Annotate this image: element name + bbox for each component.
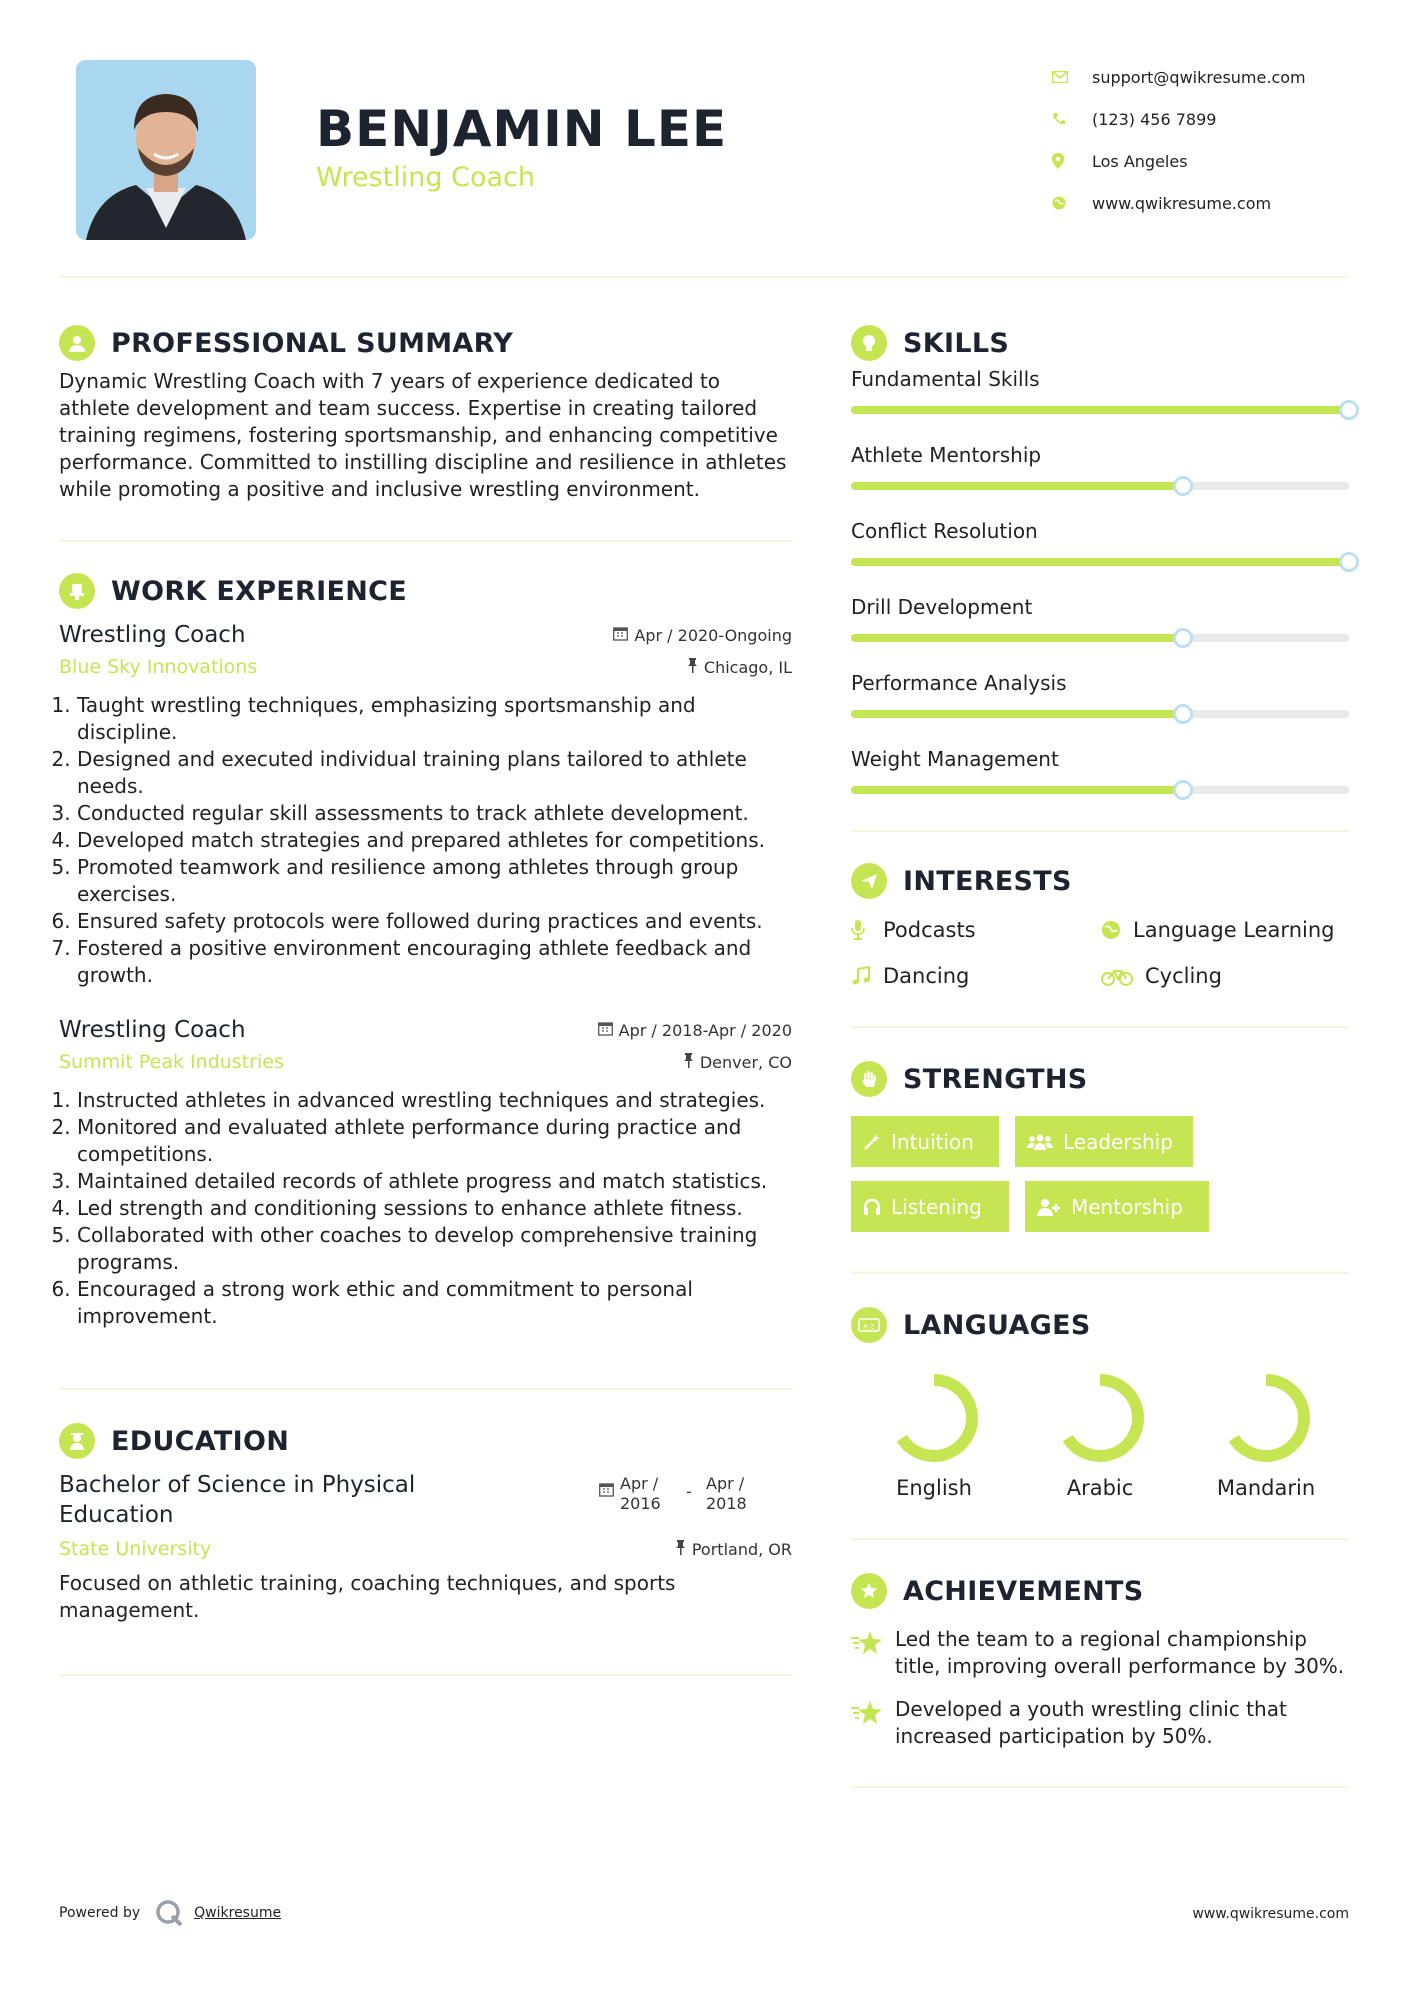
education-section [59, 1420, 792, 1624]
contact-email[interactable] [1052, 56, 1352, 98]
contact-website[interactable] [1052, 182, 1352, 224]
education-location-text: Portland, OR [691, 1539, 792, 1559]
languages-section [851, 1304, 1349, 1500]
interests-list [851, 914, 1349, 992]
skill-name: Athlete Mentorship [851, 443, 1042, 467]
section-divider [59, 1674, 792, 1676]
skill-item [851, 516, 1349, 592]
footer-branding [59, 1898, 281, 1928]
education-header [59, 1470, 792, 1530]
skill-name: Performance Analysis [851, 671, 1067, 695]
list-item: 5. Collaborated with other coaches to develop comprehensive training programs. [77, 1222, 792, 1276]
right-column [851, 322, 1349, 1788]
language-name: Arabic [1066, 1476, 1134, 1500]
skill-bar-fill [851, 482, 1183, 490]
skill-bar-fill [851, 406, 1349, 414]
skill-item [851, 744, 1349, 820]
strength-label: Leadership [1063, 1129, 1173, 1154]
calendar-icon [599, 1482, 614, 1501]
skill-bar-knob [1173, 628, 1193, 648]
section-title: PROFESSIONAL SUMMARY [111, 327, 514, 359]
skill-bar-fill [851, 710, 1183, 718]
strength-tag [1025, 1181, 1209, 1232]
skill-name: Fundamental Skills [851, 367, 1040, 391]
job-dates [613, 626, 792, 645]
job-entry [59, 1017, 792, 1330]
header-divider [59, 276, 1349, 278]
job-dates [598, 1021, 792, 1040]
skill-item [851, 668, 1349, 744]
profile-photo-illustration [76, 60, 256, 240]
map-pin-icon [1052, 153, 1092, 169]
skill-name: Conflict Resolution [851, 519, 1038, 543]
qwikresume-link[interactable]: Qwikresume [194, 1905, 282, 1921]
summary-text: Dynamic Wrestling Coach with 7 years of experience dedicated to athlete development and team success. Expertise in creating tailored training regimens, fostering sportsmanship, and enhancing competitive performance. Committed to instilling discipline and resilience in athletes while promoting a positive and inclusive wrestling environment. [59, 369, 787, 501]
section-title: INTERESTS [903, 865, 1072, 897]
calendar-icon [613, 626, 628, 645]
skill-bar-fill [851, 786, 1183, 794]
job-location [687, 658, 792, 677]
job-dates-text: Apr / 2020-Ongoing [634, 625, 792, 645]
date-separator: - [686, 1482, 692, 1501]
section-divider [851, 830, 1349, 832]
interest-item [1101, 960, 1349, 992]
education-start-date: Apr / 2016 [620, 1474, 661, 1513]
section-header [851, 1058, 1349, 1100]
language-name: English [896, 1476, 972, 1500]
job-title: Wrestling Coach [59, 622, 246, 648]
list-item: 3. Maintained detailed records of athlete progress and match statistics. [77, 1168, 792, 1195]
section-header [851, 322, 1349, 364]
job-location [683, 1053, 792, 1072]
achievement-item [851, 1626, 1349, 1680]
skills-list [851, 364, 1349, 820]
interest-item [851, 914, 1101, 946]
job-header [59, 1017, 792, 1043]
contact-phone-text: (123) 456 7899 [1092, 109, 1217, 129]
list-item: 7. Fostered a positive environment encouraging athlete feedback and growth. [77, 935, 792, 989]
skill-bar [851, 406, 1349, 414]
user-plus-icon [1037, 1198, 1061, 1216]
skill-bar-knob [1173, 704, 1193, 724]
pushpin-icon [675, 1540, 686, 1559]
language-progress-ring [1052, 1370, 1148, 1466]
profile-photo [76, 60, 256, 240]
contact-website-text: www.qwikresume.com [1092, 193, 1272, 213]
strength-label: Listening [891, 1194, 982, 1219]
section-header [851, 1570, 1349, 1612]
skill-bar [851, 482, 1349, 490]
company-name: Blue Sky Innovations [59, 656, 258, 678]
globe-icon [1052, 196, 1092, 210]
list-item: 2. Designed and executed individual training plans tailored to athlete needs. [77, 746, 792, 800]
section-divider [59, 1388, 792, 1390]
section-title: LANGUAGES [903, 1309, 1091, 1341]
strength-tag [851, 1116, 999, 1167]
skill-item [851, 592, 1349, 668]
section-header [59, 322, 792, 364]
section-title: WORK EXPERIENCE [111, 575, 407, 607]
job-subheader [59, 1051, 792, 1073]
strengths-list [851, 1116, 1349, 1232]
skill-bar [851, 558, 1349, 566]
strength-label: Intuition [891, 1129, 974, 1154]
job-dates-text: Apr / 2018-Apr / 2020 [618, 1020, 792, 1040]
skill-bar [851, 786, 1349, 794]
contact-phone[interactable] [1052, 98, 1352, 140]
strengths-section [851, 1058, 1349, 1232]
list-item: 1. Taught wrestling techniques, emphasizing sportsmanship and discipline. [77, 692, 792, 746]
interest-label: Podcasts [883, 918, 976, 942]
list-item: 6. Encouraged a strong work ethic and commitment to personal improvement. [77, 1276, 792, 1330]
section-title: EDUCATION [111, 1425, 290, 1457]
section-divider [59, 540, 792, 542]
magic-wand-icon [863, 1133, 881, 1151]
education-dates [599, 1474, 754, 1514]
list-item: 2. Monitored and evaluated athlete performance during practice and competitions. [77, 1114, 792, 1168]
section-divider [851, 1272, 1349, 1274]
skills-section [851, 322, 1349, 820]
education-location [675, 1540, 792, 1559]
skill-name: Weight Management [851, 747, 1059, 771]
interest-label: Dancing [883, 964, 970, 988]
music-note-icon [851, 966, 883, 986]
skill-bar [851, 710, 1349, 718]
education-end-date: Apr / 2018 [706, 1474, 747, 1513]
footer-url[interactable]: www.qwikresume.com [1192, 1906, 1349, 1922]
achievement-text: Developed a youth wrestling clinic that increased participation by 50%. [895, 1697, 1287, 1748]
section-divider [851, 1786, 1349, 1788]
language-progress-ring [886, 1370, 982, 1466]
skill-bar-knob [1339, 400, 1359, 420]
language-icon [851, 1307, 887, 1343]
degree-title: Bachelor of Science in Physical Education [59, 1472, 416, 1528]
section-divider [851, 1026, 1349, 1028]
achievement-item [851, 1696, 1349, 1750]
language-progress-ring [1218, 1370, 1314, 1466]
lightbulb-icon [851, 325, 887, 361]
skill-name: Drill Development [851, 595, 1033, 619]
contact-location [1052, 140, 1352, 182]
section-header [851, 1304, 1349, 1346]
section-header [59, 570, 792, 612]
job-location-text: Denver, CO [699, 1052, 792, 1072]
interest-item [851, 960, 1101, 992]
list-item: 6. Ensured safety protocols were followed during practices and events. [77, 908, 792, 935]
language-item [1183, 1370, 1349, 1500]
achievements-section [851, 1570, 1349, 1750]
envelope-icon [1052, 71, 1092, 83]
svg-text:A文: A文 [863, 1322, 875, 1331]
star-icon [851, 1626, 895, 1680]
strength-tag [1015, 1116, 1193, 1167]
job-header [59, 622, 792, 648]
microphone-icon [851, 920, 883, 940]
interest-label: Cycling [1145, 964, 1222, 988]
work-experience-section [59, 570, 792, 1330]
qwikresume-logo-icon [154, 1898, 184, 1928]
calendar-icon [598, 1021, 613, 1040]
headphones-icon [863, 1198, 881, 1216]
star-icon [851, 1696, 895, 1750]
list-item: 4. Led strength and conditioning sessions to enhance athlete fitness. [77, 1195, 792, 1222]
list-item: 5. Promoted teamwork and resilience among athletes through group exercises. [77, 854, 792, 908]
skill-bar-fill [851, 634, 1183, 642]
language-item [851, 1370, 1017, 1500]
section-title: SKILLS [903, 327, 1010, 359]
languages-list [851, 1370, 1349, 1500]
pushpin-icon [687, 658, 698, 677]
job-title: Wrestling Coach [59, 1017, 246, 1043]
section-title: ACHIEVEMENTS [903, 1575, 1144, 1607]
language-name: Mandarin [1216, 1476, 1316, 1500]
duties-list [59, 1087, 792, 1330]
list-item: 3. Conducted regular skill assessments to track athlete development. [77, 800, 792, 827]
contact-location-text: Los Angeles [1092, 151, 1188, 171]
skill-bar-fill [851, 558, 1349, 566]
pushpin-icon [683, 1053, 694, 1072]
users-icon [1027, 1133, 1053, 1151]
school-name: State University [59, 1538, 212, 1560]
contact-email-text: support@qwikresume.com [1092, 67, 1306, 87]
duties-list [59, 692, 792, 989]
bicycle-icon [1101, 966, 1145, 986]
section-header [851, 860, 1349, 902]
user-icon [59, 325, 95, 361]
education-description: Focused on athletic training, coaching techniques, and sports management. [59, 1571, 676, 1622]
hand-icon [851, 1061, 887, 1097]
strength-label: Mentorship [1071, 1194, 1183, 1219]
skill-item [851, 364, 1349, 440]
skill-bar [851, 634, 1349, 642]
job-location-text: Chicago, IL [703, 657, 792, 677]
education-subheader [59, 1538, 792, 1560]
left-column [59, 322, 792, 1676]
powered-by-text: Powered by [59, 1905, 141, 1921]
strength-tag [851, 1181, 1009, 1232]
candidate-name: BENJAMIN LEE [316, 100, 728, 158]
skill-bar-knob [1173, 780, 1193, 800]
interest-item [1101, 914, 1349, 946]
trophy-icon [851, 1573, 887, 1609]
professional-summary-section [59, 322, 792, 503]
globe-icon [1101, 920, 1133, 940]
achievement-text: Led the team to a regional championship title, improving overall performance by 30%. [895, 1627, 1345, 1678]
briefcase-icon [59, 573, 95, 609]
phone-icon [1052, 112, 1092, 126]
list-item: 4. Developed match strategies and prepared athletes for competitions. [77, 827, 792, 854]
section-header [59, 1420, 792, 1462]
section-title: STRENGTHS [903, 1063, 1088, 1095]
graduation-icon [59, 1423, 95, 1459]
section-divider [851, 1538, 1349, 1540]
skill-bar-knob [1339, 552, 1359, 572]
skill-item [851, 440, 1349, 516]
list-item: 1. Instructed athletes in advanced wrestling techniques and strategies. [77, 1087, 792, 1114]
company-name: Summit Peak Industries [59, 1051, 284, 1073]
interests-section [851, 860, 1349, 992]
skill-bar-knob [1173, 476, 1193, 496]
job-entry [59, 622, 792, 989]
interest-label: Language Learning [1133, 918, 1335, 942]
candidate-title: Wrestling Coach [316, 162, 535, 193]
paper-plane-icon [851, 863, 887, 899]
job-subheader [59, 656, 792, 678]
contact-info [1052, 56, 1352, 224]
language-item [1017, 1370, 1183, 1500]
